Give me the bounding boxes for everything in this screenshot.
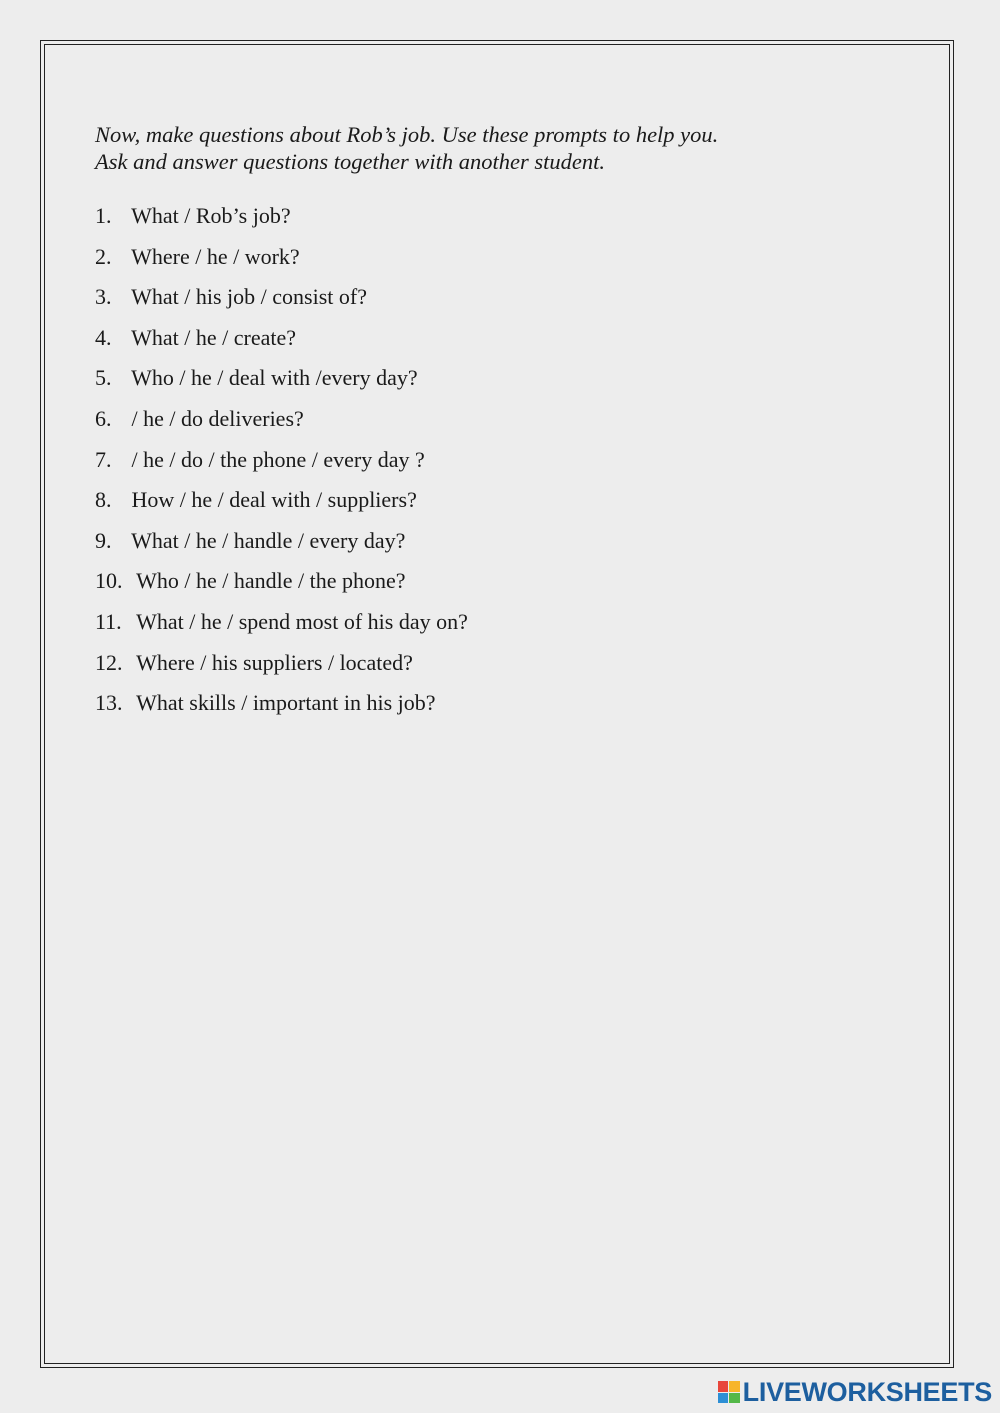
- list-item: [95, 363, 468, 404]
- item-number: 4.: [95, 324, 112, 350]
- item-number: 2.: [95, 243, 112, 269]
- item-text: Where / his suppliers / located?: [136, 649, 413, 675]
- item-text: What / he / spend most of his day on?: [136, 608, 468, 634]
- list-item: [95, 201, 468, 242]
- instructions: [95, 121, 875, 175]
- item-number: 7.: [95, 446, 112, 472]
- item-number: 11.: [95, 608, 122, 634]
- list-item: [95, 607, 468, 648]
- logo-square-blue: [718, 1393, 729, 1404]
- logo-square-red: [718, 1381, 729, 1392]
- item-text: / he / do / the phone / every day ?: [131, 446, 425, 472]
- item-text: What / he / create?: [131, 324, 297, 350]
- list-item: [95, 445, 468, 486]
- item-number: 13.: [95, 690, 123, 716]
- list-item: [95, 526, 468, 567]
- list-item: [95, 323, 468, 364]
- list-item: [95, 688, 468, 729]
- logo-text: LIVEWORKSHEETS: [742, 1376, 992, 1407]
- list-item: [95, 242, 468, 283]
- liveworksheets-logo[interactable]: [718, 1377, 992, 1407]
- instructions-line-2: Ask and answer questions together with another student.: [95, 149, 605, 174]
- item-number: 10.: [95, 568, 123, 594]
- item-number: 6.: [95, 405, 112, 431]
- list-item: [95, 566, 468, 607]
- prompt-list: [95, 201, 468, 729]
- item-text: Who / he / handle / the phone?: [136, 568, 406, 594]
- liveworksheets-logo-icon: [718, 1381, 740, 1403]
- logo-square-green: [729, 1393, 740, 1404]
- item-number: 1.: [95, 203, 112, 228]
- item-text: / he / do deliveries?: [131, 405, 304, 431]
- list-item: [95, 404, 468, 445]
- list-item: [95, 648, 468, 689]
- list-item: [95, 282, 468, 323]
- logo-square-yellow: [729, 1381, 740, 1392]
- item-text: Where / he / work?: [131, 243, 300, 269]
- item-number: 8.: [95, 487, 112, 513]
- item-number: 3.: [95, 284, 112, 310]
- item-number: 12.: [95, 649, 123, 675]
- item-text: Who / he / deal with /every day?: [131, 365, 418, 391]
- item-text: What skills / important in his job?: [136, 690, 436, 716]
- item-number: 9.: [95, 527, 112, 553]
- item-number: 5.: [95, 365, 112, 391]
- item-text: What / his job / consist of?: [131, 284, 367, 310]
- item-text: What / he / handle / every day?: [131, 527, 406, 553]
- instructions-line-1: Now, make questions about Rob’s job. Use these prompts to help you.: [95, 122, 719, 147]
- list-item: [95, 485, 468, 526]
- item-text: What / Rob’s job?: [131, 203, 291, 228]
- item-text: How / he / deal with / suppliers?: [131, 487, 417, 513]
